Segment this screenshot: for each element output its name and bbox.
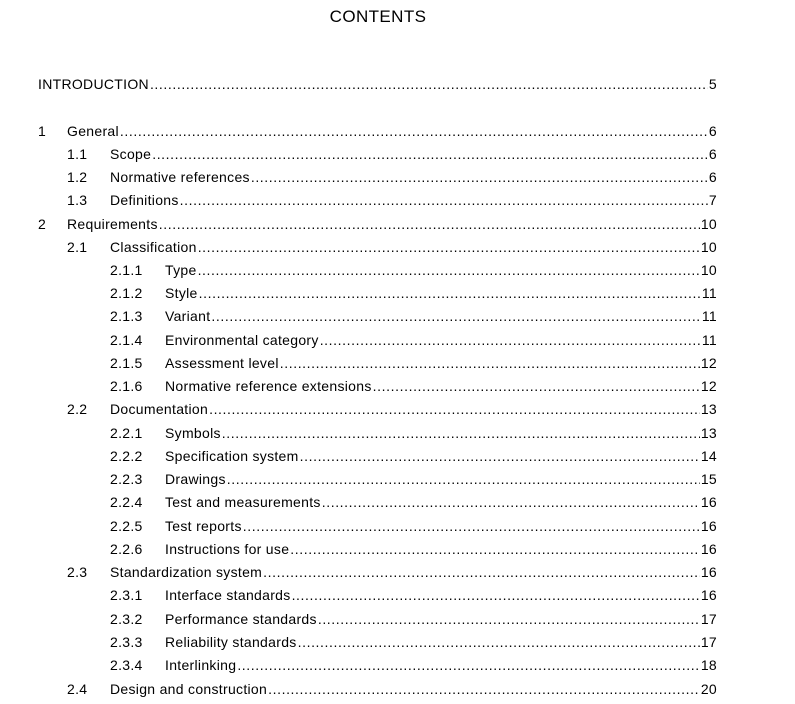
toc-entry[interactable] (67, 562, 717, 582)
toc-entry-label: Performance standards (165, 611, 317, 627)
toc-entry-number: 2.1.2 (110, 285, 143, 301)
toc-entry-number: 2.2.1 (110, 425, 143, 441)
toc-entry[interactable] (67, 144, 717, 164)
dot-leader (298, 632, 700, 652)
toc-entry-page: 17 (700, 611, 717, 627)
toc-entry-number: 2.2.6 (110, 541, 143, 557)
toc-entry-label: Symbols (165, 425, 221, 441)
dot-leader (320, 330, 701, 350)
dot-leader (180, 190, 708, 210)
dot-leader (300, 446, 700, 466)
dot-leader (150, 74, 708, 94)
toc-entry-page: 18 (700, 657, 717, 673)
toc-entry-page: 12 (700, 355, 717, 371)
toc-entry[interactable] (67, 167, 717, 187)
toc-entry[interactable] (110, 330, 717, 350)
toc-entry-label: Reliability standards (165, 634, 297, 650)
toc-entry-label: Style (165, 285, 198, 301)
toc-entry-page: 10 (700, 239, 717, 255)
toc-entry[interactable] (67, 679, 717, 699)
toc-entry-page: 14 (700, 448, 717, 464)
toc-entry-page: 16 (700, 587, 717, 603)
toc-entry-page: 16 (700, 541, 717, 557)
toc-entry[interactable] (110, 423, 717, 443)
toc-entry[interactable] (38, 214, 717, 234)
toc-entry-label: Interlinking (165, 657, 237, 673)
dot-leader (198, 260, 700, 280)
dot-leader (222, 423, 700, 443)
page-title: CONTENTS (329, 7, 427, 26)
toc-entry[interactable] (67, 190, 717, 210)
dot-leader (263, 562, 700, 582)
toc-entry[interactable] (67, 399, 717, 419)
toc-entry-number: 2.1 (67, 239, 88, 255)
toc-entry-page: 5 (708, 76, 717, 92)
dot-leader (227, 469, 700, 489)
toc-entry-number: 2.1.1 (110, 262, 143, 278)
toc-entry-page: 20 (700, 681, 717, 697)
toc-entry-page: 16 (700, 518, 717, 534)
toc-entry[interactable] (110, 516, 717, 536)
toc-entry[interactable] (110, 306, 717, 326)
toc-entry-label: Test reports (165, 518, 242, 534)
toc-entry-number: 2 (38, 216, 47, 232)
dot-leader (243, 516, 700, 536)
dot-leader (251, 167, 708, 187)
toc-entry[interactable] (110, 469, 717, 489)
toc-entry-number: 2.3 (67, 564, 88, 580)
toc-entry[interactable] (67, 237, 717, 257)
dot-leader (290, 539, 700, 559)
toc-entry-number: 1.2 (67, 169, 88, 185)
toc-entry-label: Classification (110, 239, 197, 255)
toc-entry-page: 13 (700, 425, 717, 441)
dot-leader (152, 144, 708, 164)
toc-entry-number: 2.3.2 (110, 611, 143, 627)
toc-entry-number: 2.3.4 (110, 657, 143, 673)
dot-leader (199, 283, 701, 303)
toc-entry-label: Environmental category (165, 332, 319, 348)
toc-entry-label: Requirements (67, 216, 158, 232)
toc-entry-page: 10 (700, 262, 717, 278)
dot-leader (159, 214, 700, 234)
toc-entry-label: Documentation (110, 401, 209, 417)
dot-leader (318, 609, 700, 629)
dot-leader (268, 679, 700, 699)
dot-leader (237, 655, 700, 675)
toc-entry-label: Normative reference extensions (165, 378, 372, 394)
dot-leader (211, 306, 700, 326)
toc-entry-number: 2.2.5 (110, 518, 143, 534)
toc-entry-page: 11 (701, 308, 717, 324)
toc-entry-label: INTRODUCTION (38, 76, 149, 92)
toc-entry[interactable] (38, 74, 717, 94)
toc-entry-number: 2.3.3 (110, 634, 143, 650)
dot-leader (292, 585, 700, 605)
toc-entry-label: Test and measurements (165, 494, 321, 510)
dot-leader (120, 121, 708, 141)
dot-leader (198, 237, 700, 257)
toc-entry-label: Variant (165, 308, 211, 324)
toc-entry-label: Standardization system (110, 564, 263, 580)
toc-entry[interactable] (110, 655, 717, 675)
toc-entry-number: 2.3.1 (110, 587, 143, 603)
dot-leader (209, 399, 700, 419)
toc-entry-number: 2.4 (67, 681, 88, 697)
toc-entry[interactable] (110, 539, 717, 559)
toc-entry-page: 12 (700, 378, 717, 394)
toc-entry-label: Scope (110, 146, 152, 162)
toc-entry-page: 17 (700, 634, 717, 650)
toc-entry-number: 1 (38, 123, 47, 139)
toc-entry[interactable] (110, 585, 717, 605)
toc-entry-label: Type (165, 262, 197, 278)
toc-entry[interactable] (38, 121, 717, 141)
toc-entry-number: 1.3 (67, 192, 88, 208)
dot-leader (280, 353, 700, 373)
toc-entry-number: 2.2 (67, 401, 88, 417)
toc-entry-label: Interface standards (165, 587, 291, 603)
toc-entry[interactable] (110, 260, 717, 280)
toc-entry[interactable] (110, 632, 717, 652)
toc-entry-page: 16 (700, 494, 717, 510)
toc-entry-page: 10 (700, 216, 717, 232)
toc-entry-number: 2.1.3 (110, 308, 143, 324)
toc-entry-label: Assessment level (165, 355, 279, 371)
toc-entry-page: 6 (708, 146, 717, 162)
toc-entry-number: 2.2.3 (110, 471, 143, 487)
dot-leader (373, 376, 700, 396)
toc-entry-label: Instructions for use (165, 541, 290, 557)
toc-entry-label: Drawings (165, 471, 226, 487)
toc-entry[interactable] (110, 376, 717, 396)
toc-entry-page: 6 (708, 169, 717, 185)
toc-entry-number: 2.2.4 (110, 494, 143, 510)
toc-entry-label: General (67, 123, 119, 139)
toc-entry[interactable] (110, 283, 717, 303)
dot-leader (322, 492, 700, 512)
toc-entry-label: Normative references (110, 169, 250, 185)
toc-entry-page: 6 (708, 123, 717, 139)
toc-entry-page: 11 (701, 285, 717, 301)
toc-entry-number: 2.2.2 (110, 448, 143, 464)
toc-entry-label: Definitions (110, 192, 179, 208)
toc-entry-number: 2.1.5 (110, 355, 143, 371)
toc-entry-label: Design and construction (110, 681, 268, 697)
toc-entry-page: 13 (700, 401, 717, 417)
toc-entry-page: 16 (700, 564, 717, 580)
toc-entry-page: 15 (700, 471, 717, 487)
toc-entry-number: 1.1 (67, 146, 88, 162)
toc-entry-number: 2.1.6 (110, 378, 143, 394)
toc-entry-label: Specification system (165, 448, 299, 464)
toc-entry-page: 11 (701, 332, 717, 348)
toc-entry-number: 2.1.4 (110, 332, 143, 348)
toc-entry[interactable] (110, 609, 717, 629)
toc-entry-page: 7 (708, 192, 717, 208)
toc-entry[interactable] (110, 353, 717, 373)
toc-entry[interactable] (110, 492, 717, 512)
toc-entry[interactable] (110, 446, 717, 466)
